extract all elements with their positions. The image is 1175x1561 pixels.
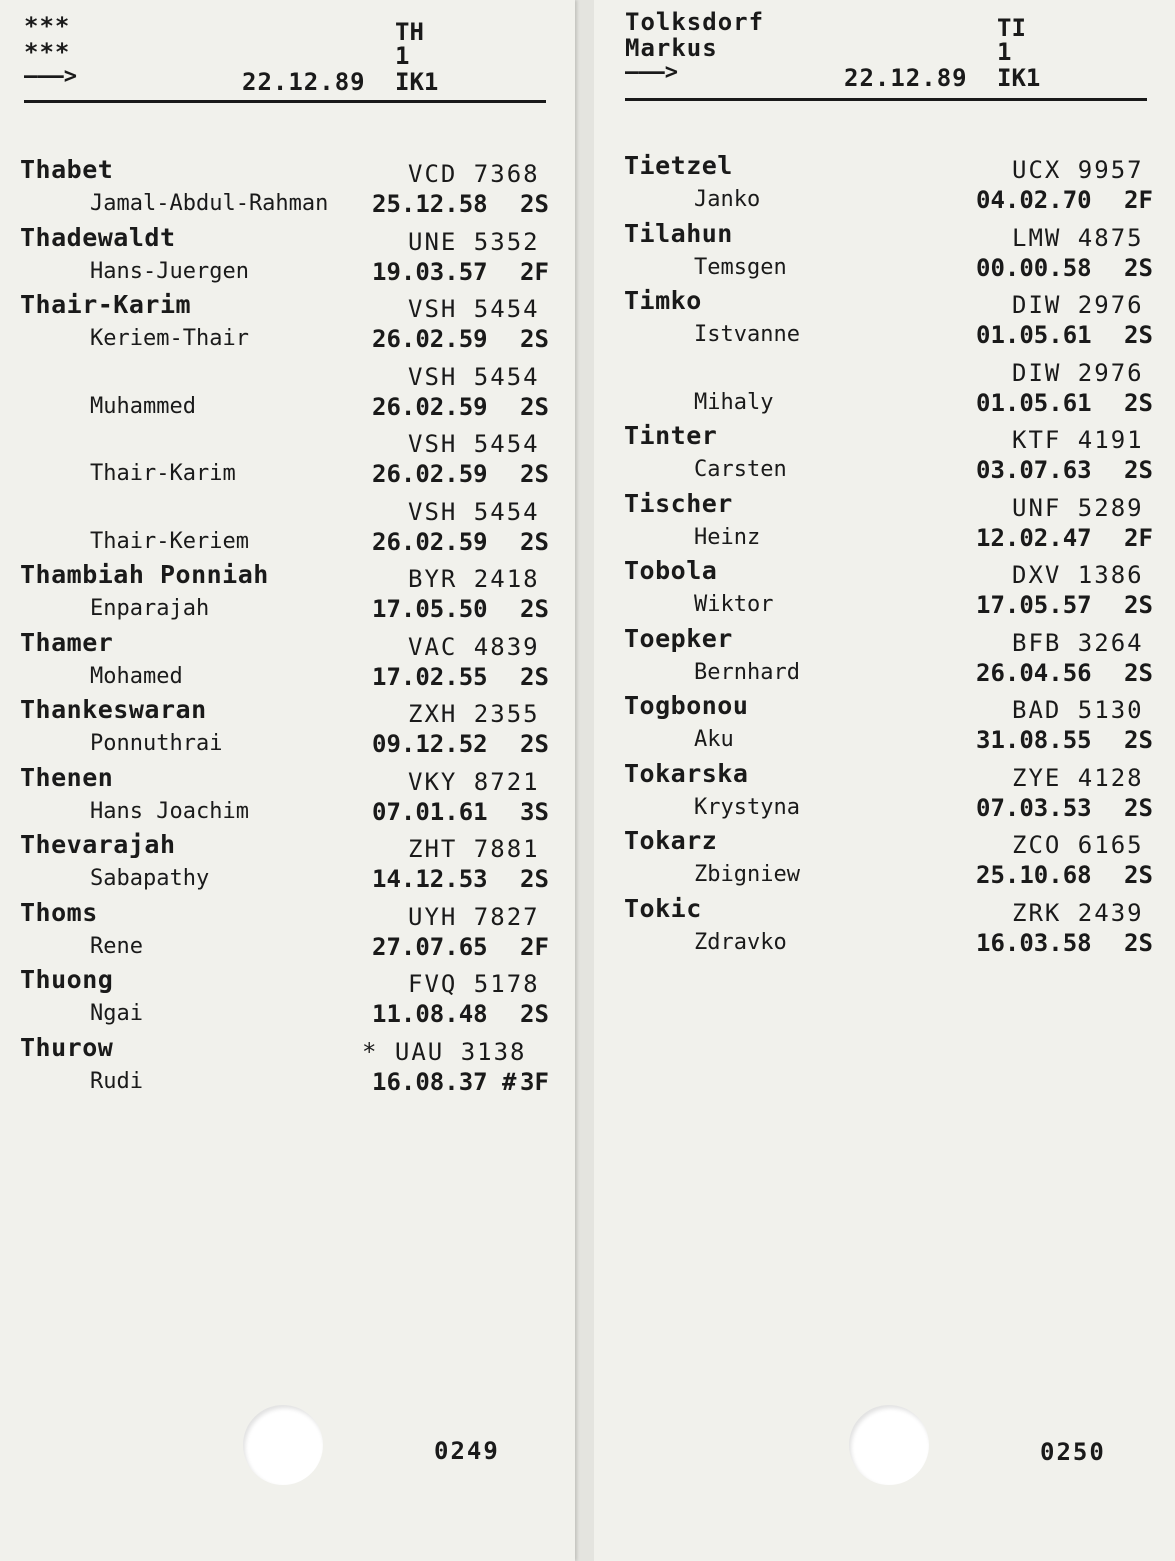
birth-date: 09.12.52	[372, 730, 488, 758]
given-name: Sabapathy	[90, 866, 210, 891]
class-code: 2F	[1124, 523, 1153, 552]
entry-row	[20, 360, 550, 428]
entry-list	[624, 153, 1154, 963]
index-card-th	[0, 0, 575, 1561]
birth-date: 19.03.57	[372, 257, 488, 286]
given-name: Carsten	[694, 457, 787, 482]
punch-hole	[243, 1405, 323, 1485]
arrow-marker: ———>	[24, 64, 77, 89]
birth-date: 27.07.65	[372, 932, 488, 961]
entry-row	[624, 218, 1154, 289]
code: UNF 5289	[1012, 493, 1144, 522]
birth-date: 01.05.61	[976, 388, 1092, 417]
code: ZCO 6165	[1012, 831, 1144, 859]
code: UYH 7827	[408, 902, 540, 931]
given-name: Jamal-Abdul-Rahman	[90, 191, 329, 216]
header-rule	[625, 98, 1147, 101]
birth-date: 01.05.61	[976, 321, 1092, 349]
given-name: Rudi	[90, 1068, 143, 1094]
birth-date: 26.02.59	[372, 460, 488, 488]
birth-date: 12.02.47	[976, 523, 1092, 552]
header-line-1: ***	[24, 12, 71, 40]
code: VSH 5454	[408, 295, 540, 323]
code: DIW 2976	[1012, 358, 1144, 387]
code: UNE 5352	[408, 227, 540, 256]
birth-date: 07.01.61	[372, 797, 488, 826]
code: VKY 8721	[408, 767, 540, 796]
page-number: 0249	[434, 1437, 500, 1465]
class-code: 2S	[520, 325, 549, 353]
code: VAC 4839	[408, 632, 540, 661]
entry-row	[20, 222, 550, 293]
entry-row	[624, 558, 1154, 626]
entry-row	[624, 356, 1154, 424]
birth-date: 25.10.68	[976, 861, 1092, 889]
birth-date: 17.05.57	[976, 591, 1092, 619]
class-code: 2S	[520, 1000, 549, 1028]
surname: Tischer	[624, 488, 733, 518]
surname: Thambiah Ponniah	[20, 560, 269, 589]
class-code: 2S	[520, 595, 549, 623]
given-name: Istvanne	[694, 322, 800, 347]
code: DXV 1386	[1012, 561, 1144, 589]
surname: Tilahun	[624, 218, 733, 248]
class-code: 3F	[520, 1067, 549, 1096]
surname: Thurow	[20, 1032, 114, 1062]
given-name: Krystyna	[694, 794, 800, 820]
birth-date: 26.04.56	[976, 658, 1092, 687]
entry-row	[624, 893, 1154, 964]
surname: Thenen	[20, 762, 114, 792]
entry-row	[20, 967, 550, 1035]
surname: Timko	[624, 286, 702, 315]
header-code: TH	[395, 18, 424, 46]
surname: Thadewaldt	[20, 222, 176, 252]
birth-date: 00.00.58	[976, 253, 1092, 282]
surname: Tokarska	[624, 758, 749, 788]
arrow-marker: ———>	[625, 60, 678, 85]
index-card-ti	[594, 0, 1175, 1561]
code: * UAU 3138	[362, 1037, 527, 1066]
birth-date: 31.08.55	[976, 726, 1092, 754]
class-code: 2F	[520, 932, 549, 961]
surname: Tinter	[624, 421, 718, 450]
code: BFB 3264	[1012, 628, 1144, 657]
class-code: 2S	[1124, 253, 1153, 282]
entry-row	[20, 495, 550, 563]
class-code: 2S	[1124, 726, 1153, 754]
surname: Thamer	[20, 627, 114, 657]
surname: Thoms	[20, 897, 98, 927]
code: VCD 7368	[408, 160, 540, 188]
class-code: 2S	[520, 865, 549, 893]
class-code: 2S	[520, 190, 549, 218]
entry-row	[624, 828, 1154, 896]
entry-row	[624, 288, 1154, 356]
entry-row	[624, 693, 1154, 761]
entry-row	[20, 157, 550, 225]
entry-row	[20, 627, 550, 698]
class-code: 3S	[520, 797, 549, 826]
given-name: Ponnuthrai	[90, 731, 223, 756]
punch-hole	[849, 1405, 929, 1485]
surname: Tietzel	[624, 151, 733, 180]
code: FVQ 5178	[408, 970, 540, 998]
birth-date: 14.12.53	[372, 865, 488, 893]
entry-row	[20, 1032, 550, 1103]
given-name: Zbigniew	[694, 862, 800, 887]
class-code: 2S	[1124, 456, 1153, 484]
given-name: Thair-Keriem	[90, 528, 249, 554]
header-line-2: Markus	[625, 34, 718, 62]
given-name: Zdravko	[694, 929, 787, 955]
entry-row	[20, 762, 550, 833]
code: ZRK 2439	[1012, 898, 1144, 927]
given-name: Hans Joachim	[90, 798, 249, 824]
entry-row	[20, 832, 550, 900]
given-name: Ngai	[90, 1001, 143, 1026]
code: VSH 5454	[408, 430, 540, 458]
birth-date: 26.02.59	[372, 527, 488, 556]
entry-row	[624, 758, 1154, 829]
entry-row	[20, 897, 550, 968]
surname: Thuong	[20, 965, 114, 994]
code: VSH 5454	[408, 362, 540, 391]
given-name: Muhammed	[90, 393, 196, 419]
entry-row	[20, 292, 550, 360]
birth-date: 16.08.37 #	[372, 1067, 517, 1096]
entry-row	[624, 423, 1154, 491]
birth-date: 17.02.55	[372, 662, 488, 691]
surname: Thevarajah	[20, 830, 176, 859]
birth-date: 16.03.58	[976, 928, 1092, 957]
header-code: TI	[997, 14, 1026, 42]
class-code: 2S	[520, 662, 549, 691]
given-name: Thair-Karim	[90, 461, 236, 486]
given-name: Mihaly	[694, 389, 774, 415]
given-name: Wiktor	[694, 592, 774, 617]
class-code: 2F	[520, 257, 549, 286]
birth-date: 03.07.63	[976, 456, 1092, 484]
birth-date: 17.05.50	[372, 595, 488, 623]
header-ik: IK1	[395, 68, 439, 96]
class-code: 2S	[520, 730, 549, 758]
code: BYR 2418	[408, 565, 540, 593]
surname: Thair-Karim	[20, 290, 192, 319]
code: KTF 4191	[1012, 426, 1144, 454]
surname: Tokic	[624, 893, 702, 923]
class-code: 2S	[1124, 591, 1153, 619]
code: LMW 4875	[1012, 223, 1144, 252]
header-date: 22.12.89	[844, 64, 968, 92]
given-name: Hans-Juergen	[90, 258, 249, 284]
class-code: 2S	[1124, 321, 1153, 349]
class-code: 2S	[1124, 793, 1153, 822]
code: VSH 5454	[408, 497, 540, 526]
class-code: 2S	[520, 392, 549, 421]
code: ZYE 4128	[1012, 763, 1144, 792]
surname: Toepker	[624, 623, 733, 653]
header-line-1: Tolksdorf	[625, 8, 765, 36]
header-sub: 1	[395, 42, 410, 70]
entry-row	[20, 562, 550, 630]
surname: Tokarz	[624, 826, 718, 855]
birth-date: 07.03.53	[976, 793, 1092, 822]
class-code: 2S	[520, 527, 549, 556]
given-name: Temsgen	[694, 254, 787, 280]
given-name: Keriem-Thair	[90, 326, 249, 351]
given-name: Rene	[90, 933, 143, 959]
surname: Thabet	[20, 155, 114, 184]
class-code: 2S	[1124, 388, 1153, 417]
code: ZHT 7881	[408, 835, 540, 863]
entry-row	[624, 488, 1154, 559]
birth-date: 26.02.59	[372, 325, 488, 353]
entry-row	[20, 697, 550, 765]
birth-date: 25.12.58	[372, 190, 488, 218]
code: DIW 2976	[1012, 291, 1144, 319]
card-gap	[575, 0, 594, 1561]
entry-row	[624, 153, 1154, 221]
given-name: Enparajah	[90, 596, 210, 621]
class-code: 2S	[1124, 658, 1153, 687]
given-name: Aku	[694, 727, 734, 752]
birth-date: 11.08.48	[372, 1000, 488, 1028]
class-code: 2F	[1124, 186, 1153, 214]
given-name: Mohamed	[90, 663, 183, 689]
header-rule	[24, 100, 546, 103]
given-name: Heinz	[694, 524, 761, 550]
given-name: Bernhard	[694, 659, 800, 685]
header-sub: 1	[997, 38, 1012, 66]
entry-row	[20, 427, 550, 495]
class-code: 2S	[1124, 928, 1153, 957]
entry-row	[624, 623, 1154, 694]
header-ik: IK1	[997, 64, 1041, 92]
class-code: 2S	[520, 460, 549, 488]
surname: Tobola	[624, 556, 718, 585]
header-date: 22.12.89	[242, 68, 366, 96]
header-line-2: ***	[24, 38, 71, 66]
class-code: 2S	[1124, 861, 1153, 889]
entry-list	[20, 157, 550, 1102]
code: ZXH 2355	[408, 700, 540, 728]
birth-date: 04.02.70	[976, 186, 1092, 214]
code: UCX 9957	[1012, 156, 1144, 184]
birth-date: 26.02.59	[372, 392, 488, 421]
given-name: Janko	[694, 187, 761, 212]
code: BAD 5130	[1012, 696, 1144, 724]
surname: Togbonou	[624, 691, 749, 720]
surname: Thankeswaran	[20, 695, 207, 724]
page-number: 0250	[1040, 1438, 1106, 1466]
